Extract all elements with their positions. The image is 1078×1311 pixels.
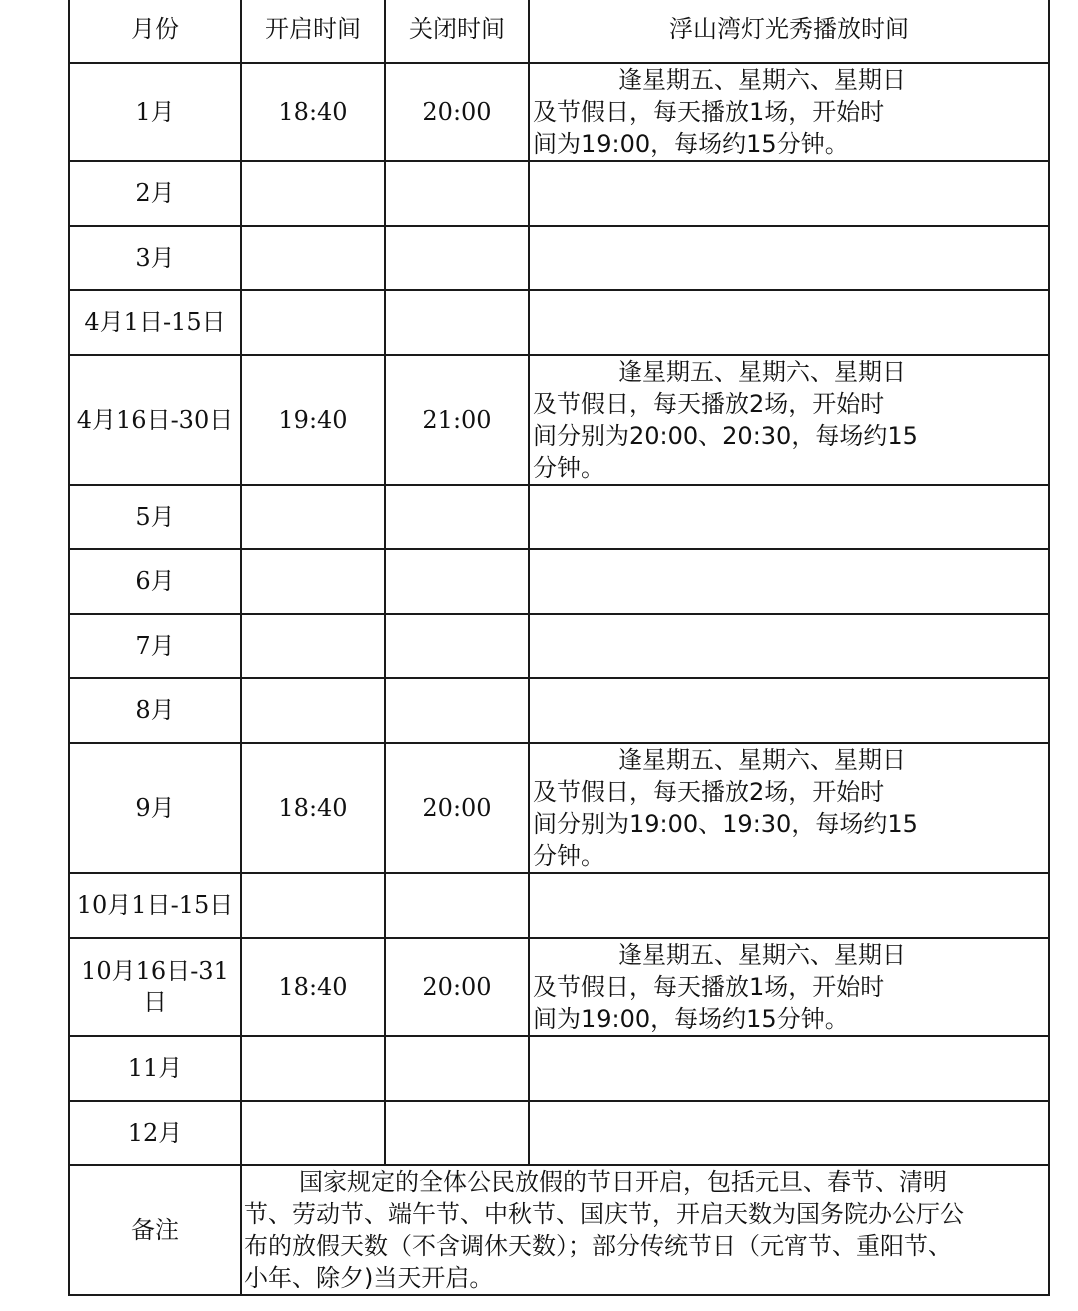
show-notes-cell <box>529 226 1049 290</box>
note-line: 逢星期五、星期六、星期日 <box>618 358 906 386</box>
table-row <box>69 161 1049 226</box>
close-time-cell <box>385 873 529 938</box>
table-row <box>69 678 1049 743</box>
table-row <box>69 743 1049 873</box>
show-notes-cell <box>529 1101 1049 1165</box>
table-row <box>69 355 1049 485</box>
show-notes-cell <box>529 355 1049 485</box>
close-time-cell: 20:00 <box>385 938 529 1036</box>
note-line: 及节假日，每天播放1场，开始时 <box>533 98 885 126</box>
show-notes-cell <box>529 938 1049 1036</box>
note-line: 及节假日，每天播放2场，开始时 <box>533 390 885 418</box>
table-row <box>69 873 1049 938</box>
remark-line: 布的放假天数（不含调休天数）；部分传统节日（元宵节、重阳节、 <box>244 1232 952 1260</box>
table-row <box>69 1101 1049 1165</box>
month-cell: 4月16日-30日 <box>69 355 241 485</box>
table-row <box>69 226 1049 290</box>
show-notes-cell <box>529 873 1049 938</box>
table-row <box>69 1036 1049 1101</box>
remark-line: 小年、除夕)当天开启。 <box>244 1264 494 1292</box>
note-line: 间为19:00，每场约15分钟。 <box>533 1005 849 1033</box>
month-cell: 10月16日-31日 <box>69 938 241 1036</box>
table-row <box>69 614 1049 678</box>
close-time-cell: 21:00 <box>385 355 529 485</box>
show-notes-cell <box>529 678 1049 743</box>
note-line: 逢星期五、星期六、星期日 <box>618 941 906 969</box>
note-line: 间分别为19:00、19:30，每场约15 <box>533 810 918 838</box>
remark-row <box>69 1165 1049 1295</box>
open-time-cell: 18:40 <box>241 938 385 1036</box>
month-cell: 8月 <box>69 678 241 743</box>
table-row <box>69 485 1049 549</box>
show-notes-cell <box>529 161 1049 226</box>
show-notes-cell <box>529 290 1049 355</box>
close-time-cell <box>385 161 529 226</box>
close-time-cell <box>385 290 529 355</box>
remark-line: 节、劳动节、端午节、中秋节、国庆节，开启天数为国务院办公厅公 <box>244 1200 964 1228</box>
month-cell: 11月 <box>69 1036 241 1101</box>
show-notes-cell <box>529 485 1049 549</box>
header-row <box>69 0 1049 63</box>
header-show-time: 浮山湾灯光秀播放时间 <box>529 0 1049 63</box>
close-time-cell <box>385 226 529 290</box>
open-time-cell: 18:40 <box>241 63 385 161</box>
note-line: 分钟。 <box>533 842 605 870</box>
remark-text-cell <box>241 1165 1049 1295</box>
close-time-cell <box>385 485 529 549</box>
month-cell: 12月 <box>69 1101 241 1165</box>
month-cell: 1月 <box>69 63 241 161</box>
note-line: 及节假日，每天播放2场，开始时 <box>533 778 885 806</box>
month-cell: 4月1日-15日 <box>69 290 241 355</box>
open-time-cell <box>241 614 385 678</box>
close-time-cell <box>385 549 529 614</box>
open-time-cell <box>241 290 385 355</box>
open-time-cell <box>241 549 385 614</box>
open-time-cell <box>241 1101 385 1165</box>
note-line: 逢星期五、星期六、星期日 <box>618 66 906 94</box>
remark-label: 备注 <box>69 1165 241 1295</box>
show-notes-cell <box>529 614 1049 678</box>
note-line: 间为19:00，每场约15分钟。 <box>533 130 849 158</box>
close-time-cell <box>385 1036 529 1101</box>
month-cell: 3月 <box>69 226 241 290</box>
close-time-cell <box>385 678 529 743</box>
open-time-cell: 19:40 <box>241 355 385 485</box>
close-time-cell <box>385 614 529 678</box>
close-time-cell <box>385 1101 529 1165</box>
header-month: 月份 <box>69 0 241 63</box>
close-time-cell: 20:00 <box>385 63 529 161</box>
month-cell: 2月 <box>69 161 241 226</box>
note-line: 逢星期五、星期六、星期日 <box>618 746 906 774</box>
light-show-schedule-table <box>68 0 1050 1296</box>
header-open-time: 开启时间 <box>241 0 385 63</box>
remark-line: 国家规定的全体公民放假的节日开启，包括元旦、春节、清明 <box>299 1168 947 1196</box>
open-time-cell <box>241 873 385 938</box>
open-time-cell: 18:40 <box>241 743 385 873</box>
month-cell: 6月 <box>69 549 241 614</box>
header-close-time: 关闭时间 <box>385 0 529 63</box>
close-time-cell: 20:00 <box>385 743 529 873</box>
note-line: 分钟。 <box>533 454 605 482</box>
month-cell: 7月 <box>69 614 241 678</box>
table-row <box>69 549 1049 614</box>
note-line: 间分别为20:00、20:30，每场约15 <box>533 422 918 450</box>
month-cell: 10月1日-15日 <box>69 873 241 938</box>
month-cell: 5月 <box>69 485 241 549</box>
show-notes-cell <box>529 743 1049 873</box>
table-row <box>69 290 1049 355</box>
table-row <box>69 63 1049 161</box>
show-notes-cell <box>529 549 1049 614</box>
show-notes-cell <box>529 1036 1049 1101</box>
open-time-cell <box>241 678 385 743</box>
table-row <box>69 938 1049 1036</box>
show-notes-cell <box>529 63 1049 161</box>
open-time-cell <box>241 226 385 290</box>
open-time-cell <box>241 485 385 549</box>
month-cell: 9月 <box>69 743 241 873</box>
note-line: 及节假日，每天播放1场，开始时 <box>533 973 885 1001</box>
open-time-cell <box>241 1036 385 1101</box>
open-time-cell <box>241 161 385 226</box>
